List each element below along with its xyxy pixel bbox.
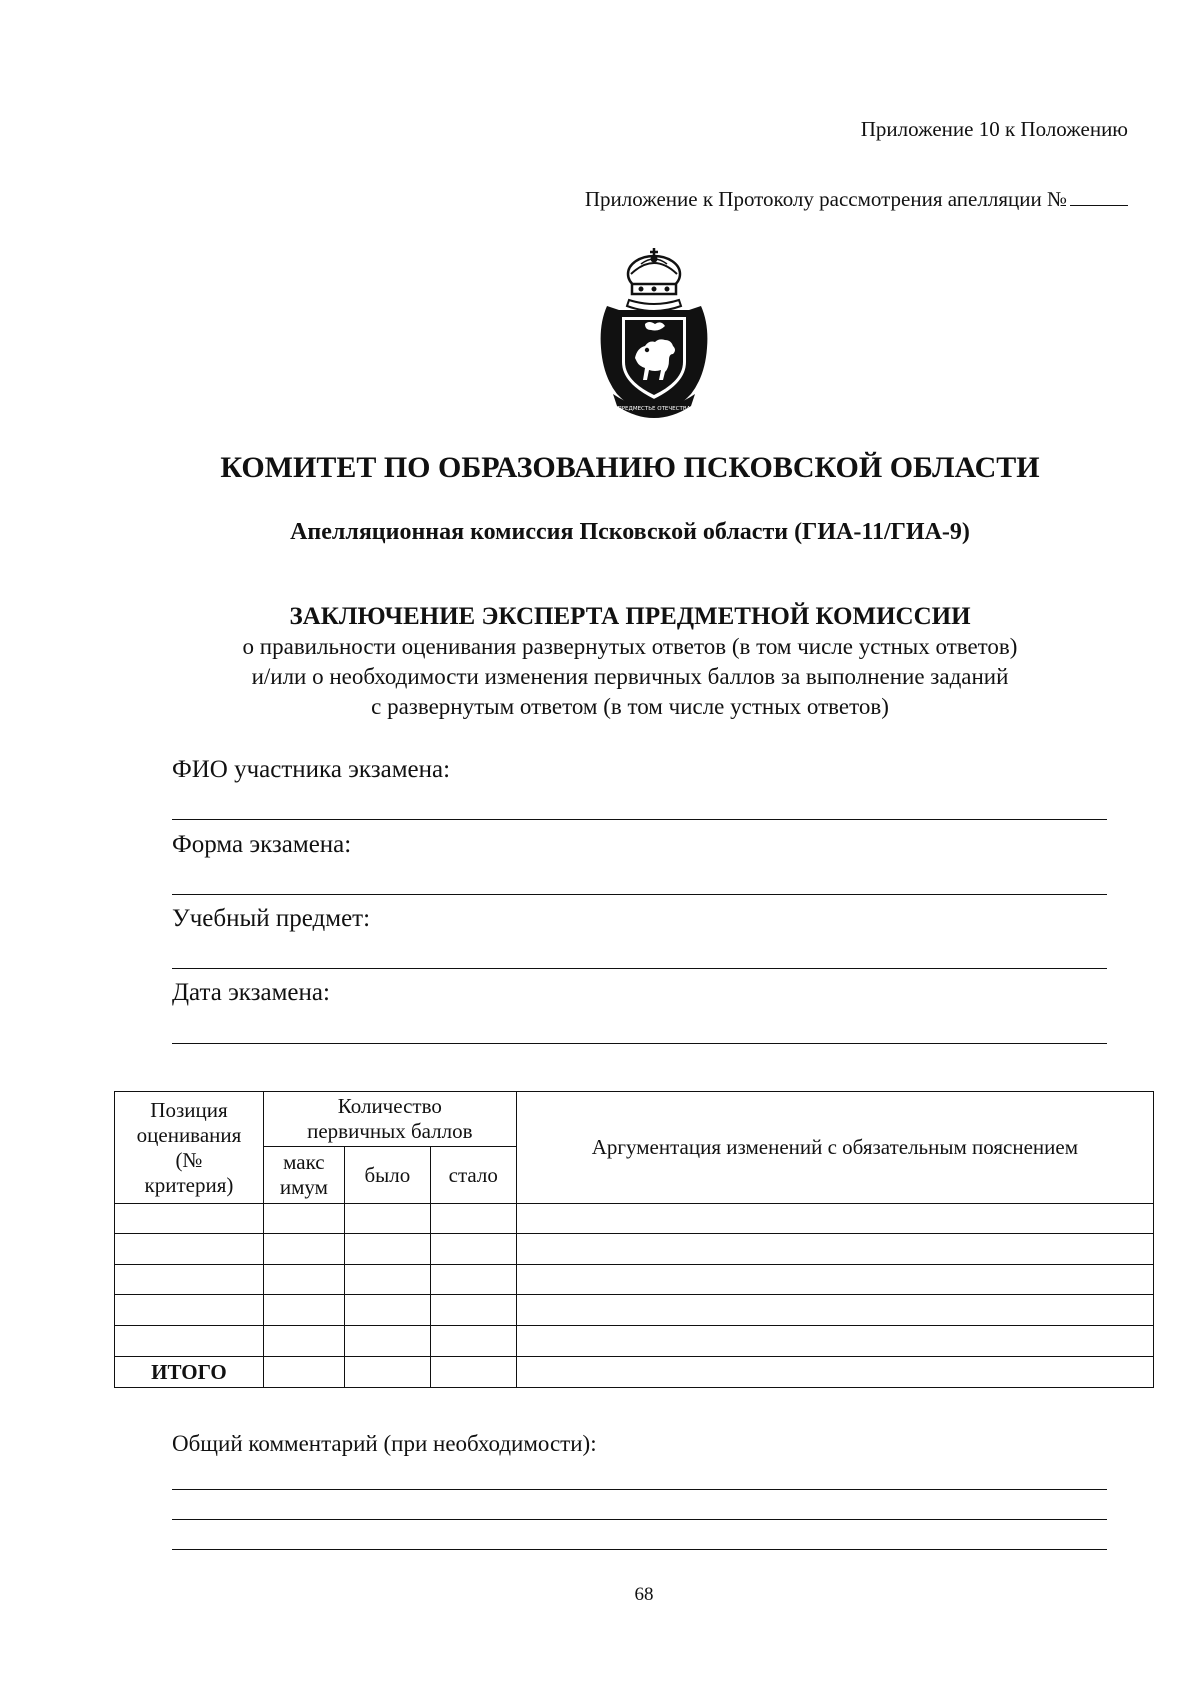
table-cell[interactable]	[344, 1204, 430, 1234]
table-cell[interactable]	[516, 1326, 1153, 1357]
comment-line[interactable]	[172, 1519, 1107, 1520]
points-group-header	[263, 1092, 516, 1147]
participant-name-field[interactable]	[172, 819, 1107, 820]
emblem-ribbon-text: ПРЕДМЕСТЬЕ ОТЕЧЕСТВА	[617, 406, 691, 412]
table-cell[interactable]	[430, 1204, 516, 1234]
max-header	[263, 1147, 344, 1204]
became-header: стало	[430, 1147, 516, 1204]
table-cell[interactable]	[430, 1326, 516, 1357]
page-number: 68	[634, 1584, 654, 1605]
total-label: ИТОГО	[115, 1357, 264, 1388]
max-header-line: макс	[283, 1150, 325, 1174]
scores-table	[114, 1091, 1154, 1388]
protocol-annex-label	[585, 187, 1128, 212]
position-header-line: Позиция	[150, 1097, 228, 1122]
subject-field[interactable]	[172, 968, 1107, 969]
subtitle-line: с развернутым ответом (в том числе устных ответов)	[371, 694, 889, 719]
comment-line[interactable]	[172, 1489, 1107, 1490]
subtitle-line: и/или о необходимости изменения первичных баллов за выполнение заданий	[251, 664, 1009, 689]
table-cell[interactable]	[344, 1265, 430, 1295]
table-cell[interactable]	[430, 1234, 516, 1265]
table-cell[interactable]	[516, 1265, 1153, 1295]
table-cell[interactable]	[263, 1204, 344, 1234]
table-cell[interactable]	[430, 1357, 516, 1388]
table-cell[interactable]	[344, 1234, 430, 1265]
points-group-header-line: Количество	[337, 1094, 442, 1118]
table-row	[115, 1204, 1154, 1234]
pskov-coat-of-arms-icon	[589, 244, 719, 419]
comment-line[interactable]	[172, 1549, 1107, 1550]
table-cell[interactable]	[430, 1295, 516, 1326]
protocol-annex-text: Приложение к Протоколу рассмотрения апелляции №	[584, 187, 1067, 211]
conclusion-title: ЗАКЛЮЧЕНИЕ ЭКСПЕРТА ПРЕДМЕТНОЙ КОМИССИИ	[289, 603, 971, 630]
exam-form-field[interactable]	[172, 894, 1107, 895]
table-cell[interactable]	[115, 1204, 264, 1234]
commission-title: Апелляционная комиссия Псковской области (ГИА-11/ГИА-9)	[290, 519, 970, 545]
exam-date-field[interactable]	[172, 1043, 1107, 1044]
table-row	[115, 1326, 1154, 1357]
table-row	[115, 1265, 1154, 1295]
committee-title: КОМИТЕТ ПО ОБРАЗОВАНИЮ ПСКОВСКОЙ ОБЛАСТИ	[220, 451, 1040, 484]
table-cell[interactable]	[263, 1234, 344, 1265]
exam-form-label: Форма экзамена:	[172, 831, 352, 858]
table-cell[interactable]	[115, 1326, 264, 1357]
table-cell[interactable]	[516, 1204, 1153, 1234]
table-cell[interactable]	[430, 1265, 516, 1295]
table-cell[interactable]	[344, 1326, 430, 1357]
max-header-line: имум	[279, 1175, 328, 1199]
subject-label: Учебный предмет:	[172, 905, 371, 932]
table-cell[interactable]	[263, 1295, 344, 1326]
argumentation-header: Аргументация изменений с обязательным пояснением	[516, 1092, 1153, 1204]
position-header-line: (№	[175, 1147, 203, 1172]
exam-date-label: Дата экзамена:	[172, 979, 330, 1006]
table-row	[115, 1295, 1154, 1326]
total-row	[115, 1357, 1154, 1388]
table-cell[interactable]	[516, 1295, 1153, 1326]
table-cell[interactable]	[344, 1295, 430, 1326]
general-comment-label: Общий комментарий (при необходимости):	[172, 1431, 597, 1456]
table-cell[interactable]	[344, 1357, 430, 1388]
points-group-header-line: первичных баллов	[307, 1119, 473, 1143]
table-cell[interactable]	[516, 1357, 1153, 1388]
table-cell[interactable]	[115, 1295, 264, 1326]
table-cell[interactable]	[263, 1326, 344, 1357]
protocol-number-blank[interactable]	[1070, 189, 1128, 206]
table-cell[interactable]	[263, 1265, 344, 1295]
was-header: было	[344, 1147, 430, 1204]
position-header	[115, 1092, 264, 1204]
table-cell[interactable]	[263, 1357, 344, 1388]
position-header-line: оценивания	[136, 1122, 242, 1147]
position-header-line: критерия)	[144, 1172, 234, 1197]
table-cell[interactable]	[115, 1234, 264, 1265]
participant-name-label: ФИО участника экзамена:	[172, 756, 451, 783]
table-cell[interactable]	[516, 1234, 1153, 1265]
table-cell[interactable]	[115, 1265, 264, 1295]
annex-label: Приложение 10 к Положению	[860, 117, 1128, 141]
table-row	[115, 1234, 1154, 1265]
subtitle-line: о правильности оценивания развернутых ответов (в том числе устных ответов)	[242, 634, 1018, 659]
